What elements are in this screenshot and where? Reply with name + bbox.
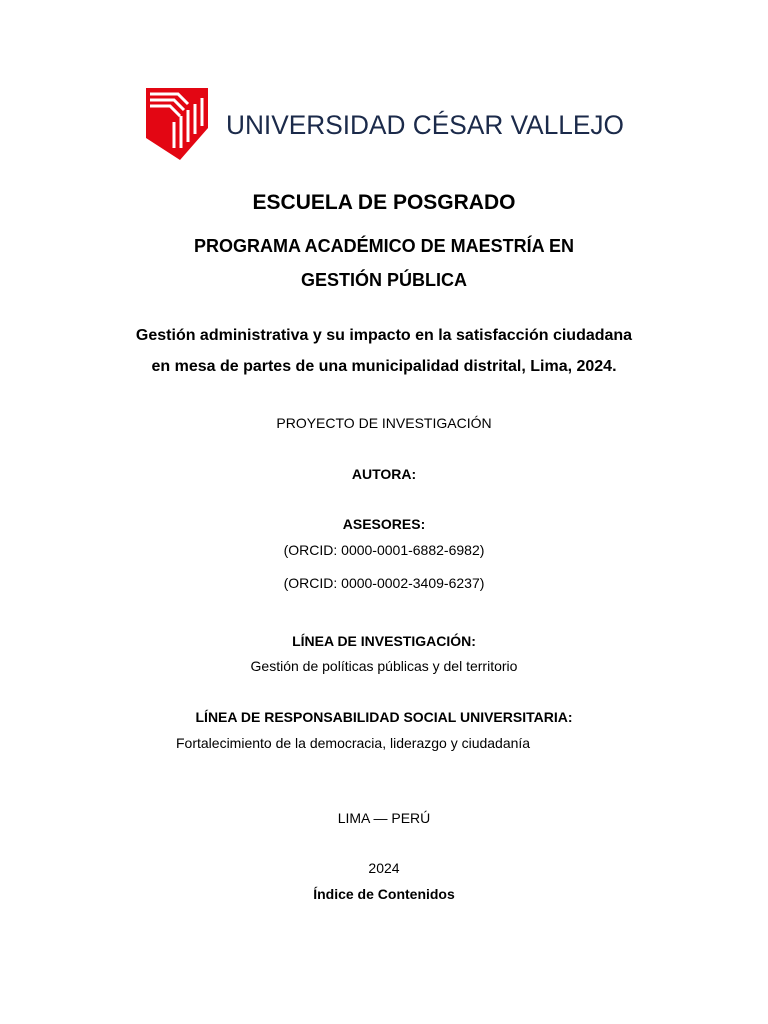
advisor-orcid-2: (ORCID: 0000-0002-3409-6237) <box>283 575 485 591</box>
school-heading: ESCUELA DE POSGRADO <box>252 191 516 214</box>
research-line-label: LÍNEA DE INVESTIGACIÓN: <box>292 633 476 649</box>
program-heading-line1: PROGRAMA ACADÉMICO DE MAESTRÍA EN <box>193 236 574 256</box>
table-of-contents-heading: Índice de Contenidos <box>313 886 455 902</box>
social-responsibility-label: LÍNEA DE RESPONSABILIDAD SOCIAL UNIVERSITARIA: <box>195 709 573 725</box>
thesis-title-line1: Gestión administrativa y su impacto en la satisfacción ciudadana <box>135 327 633 344</box>
author-label: AUTORA: <box>351 466 417 482</box>
advisor-orcid-1: (ORCID: 0000-0001-6882-6982) <box>283 542 485 558</box>
social-responsibility-value: Fortalecimiento de la democracia, liderazgo y ciudadanía <box>176 735 531 751</box>
university-logo-shield-icon <box>144 86 210 162</box>
research-line-value: Gestión de políticas públicas y del territorio <box>250 658 518 674</box>
city-country: LIMA — PERÚ <box>337 810 431 826</box>
university-logo-wordmark <box>226 106 626 142</box>
document-type: PROYECTO DE INVESTIGACIÓN <box>276 415 492 431</box>
advisors-label: ASESORES: <box>342 516 426 532</box>
university-name-text: UNIVERSIDAD CÉSAR VALLEJO <box>226 110 624 140</box>
thesis-title-line2: en mesa de partes de una municipalidad distrital, Lima, 2024. <box>151 358 617 375</box>
program-heading-line2: GESTIÓN PÚBLICA <box>300 270 467 290</box>
year: 2024 <box>368 860 400 876</box>
